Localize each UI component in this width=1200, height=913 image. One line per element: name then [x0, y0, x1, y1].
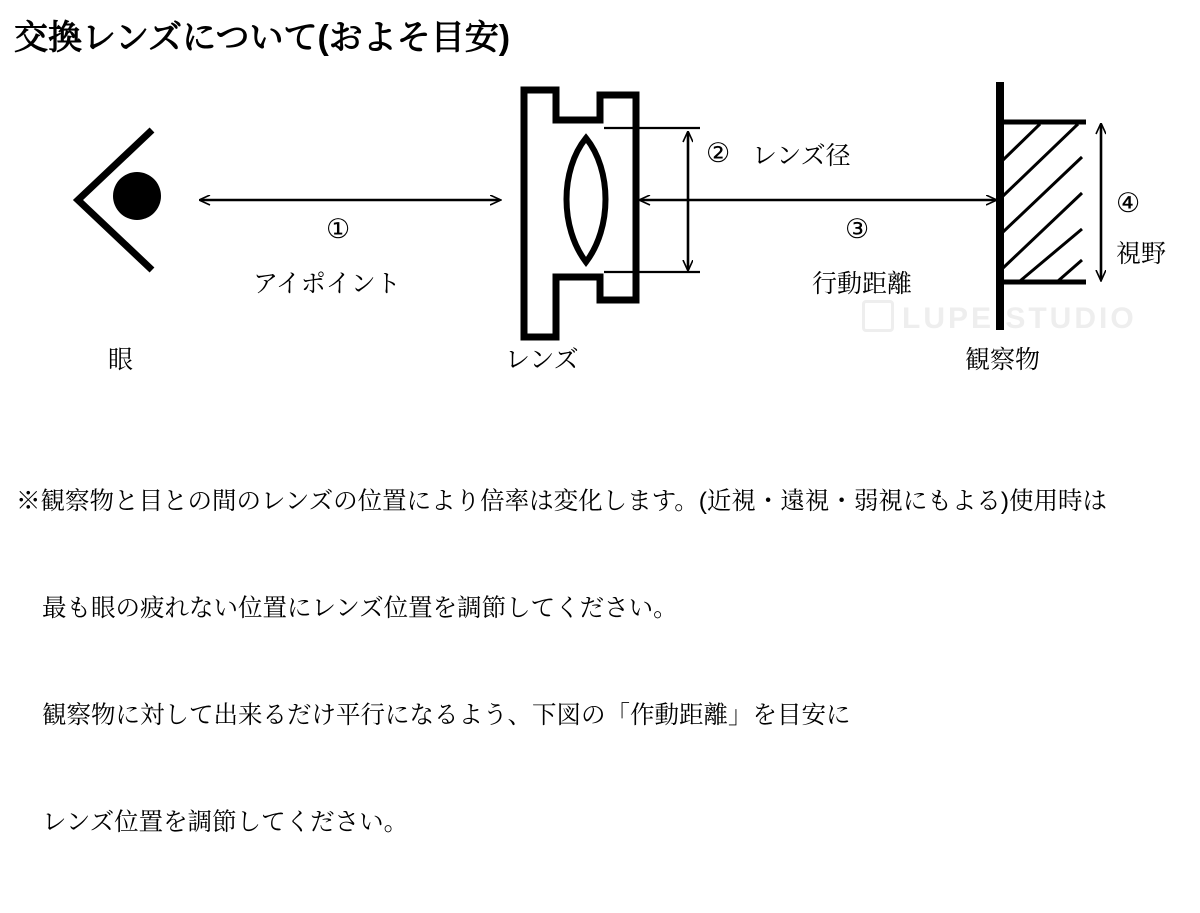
- number-two: ②: [706, 138, 731, 168]
- working-distance-dimension: [640, 200, 996, 298]
- note-line: ※観察物と目との間のレンズの位置により倍率は変化します。(近視・遠視・弱視にもよる)使用時は: [16, 487, 1108, 515]
- label-working-distance: 行動距離: [812, 270, 913, 298]
- watermark-text: LUPE STUDIO: [902, 302, 1137, 335]
- eye-point-dimension: [200, 200, 500, 298]
- label-lens: レンズ: [505, 346, 579, 374]
- number-one: ①: [326, 214, 351, 244]
- eye-symbol: [78, 130, 161, 270]
- number-three: ③: [845, 214, 870, 244]
- label-object: 観察物: [965, 346, 1041, 374]
- note-line: 観察物に対して出来るだけ平行になるよう、下図の「作動距離」を目安に: [42, 702, 851, 730]
- label-lens-diameter: レンズ径: [752, 142, 851, 170]
- note-line: レンズ位置を調節してください。: [42, 809, 409, 837]
- label-field-of-view: 視野: [1116, 240, 1167, 268]
- label-eye-point: アイポイント: [253, 270, 401, 298]
- note-block: [16, 412, 1186, 913]
- lens-element: [567, 138, 606, 262]
- note-line: 最も眼の疲れない位置にレンズ位置を調節してください。: [42, 594, 678, 622]
- page-title: 交換レンズについて(およそ目安): [14, 19, 511, 57]
- pupil-icon: [113, 172, 161, 220]
- field-of-view-dimension: [1101, 124, 1166, 280]
- observed-object: [1000, 82, 1086, 330]
- label-eye: 眼: [108, 346, 134, 374]
- number-four: ④: [1116, 188, 1141, 218]
